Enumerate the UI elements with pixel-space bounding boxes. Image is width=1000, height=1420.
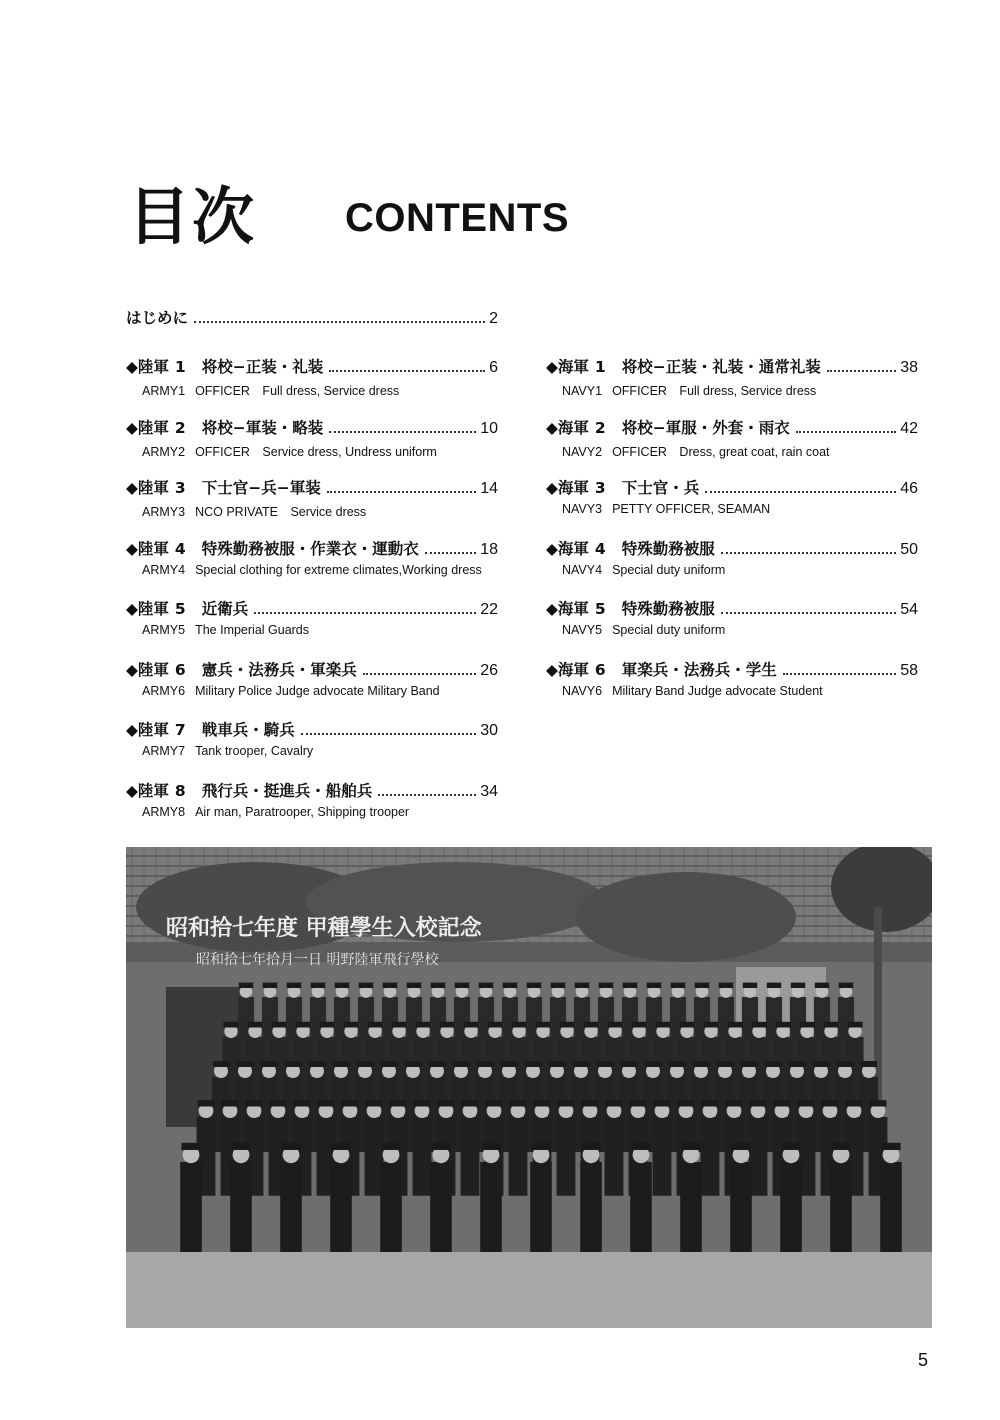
- toc-entry-subtitle: [126, 502, 498, 520]
- toc-entry-subtitle: [126, 563, 498, 577]
- photo-caption-text: 昭和拾七年拾月一日 明野陸軍飛行學校: [196, 952, 439, 968]
- toc-entry-subtitle: [546, 563, 918, 577]
- group-photo-illustration: [126, 847, 932, 1328]
- toc-entry-label: [126, 779, 372, 801]
- toc-entry-label: [546, 476, 699, 498]
- toc-branch-prefix: ◆陸軍: [126, 479, 169, 497]
- toc-entry-description: Special clothing for extreme climates,Working dress: [195, 562, 482, 577]
- toc-entry-subtitle: [126, 805, 498, 819]
- toc-entry-label: [126, 416, 323, 438]
- leader-dots: [378, 794, 476, 796]
- toc-branch-prefix: ◆陸軍: [126, 781, 169, 800]
- toc-entry-label: [126, 476, 321, 498]
- toc-entry-navy2[interactable]: [546, 416, 918, 460]
- toc-entry-description: NCO PRIVATE Service dress: [195, 505, 367, 519]
- toc-entry-code: NAVY1: [562, 384, 603, 398]
- toc-entry-title: 憲兵・法務兵・軍楽兵: [201, 660, 357, 679]
- toc-entry-army5[interactable]: [126, 597, 498, 637]
- toc-entry-number: 1: [174, 358, 186, 376]
- toc-entry-subtitle: [126, 381, 498, 399]
- leader-dots: [425, 552, 476, 554]
- toc-entry-title: 飛行兵・挺進兵・船舶兵: [201, 781, 373, 800]
- toc-page-number: 54: [900, 601, 918, 618]
- toc-entry-subtitle: [546, 502, 918, 516]
- toc-page-number: 30: [480, 722, 498, 739]
- toc-entry-description: OFFICER Full dress, Service dress: [612, 384, 817, 398]
- leader-dots: [194, 321, 485, 323]
- leader-dots: [327, 491, 477, 493]
- toc-entry-navy1[interactable]: [546, 355, 918, 399]
- toc-entry-number: 3: [594, 479, 606, 497]
- toc-entry-description: OFFICER Full dress, Service dress: [195, 384, 400, 398]
- toc-entry-subtitle: [546, 381, 918, 399]
- toc-entry-code: NAVY5: [562, 623, 603, 637]
- toc-entry-title: 戦車兵・騎兵: [201, 721, 295, 739]
- toc-entry-title: 特殊勤務被服・作業衣・運動衣: [201, 539, 419, 558]
- toc-entry-number: 5: [174, 600, 186, 618]
- leader-dots: [329, 370, 485, 372]
- toc-page-number: 6: [489, 359, 498, 376]
- toc-branch-prefix: ◆海軍: [546, 418, 589, 437]
- toc-intro-label: はじめに: [126, 309, 189, 327]
- toc-entry-label: [546, 658, 777, 680]
- toc-entry-label: [546, 537, 715, 559]
- toc-entry-subtitle: [126, 623, 498, 637]
- leader-dots: [827, 370, 896, 372]
- toc-entry-description: OFFICER Service dress, Undress uniform: [195, 444, 437, 459]
- toc-entry-subtitle: [126, 684, 498, 698]
- toc-entry-code: ARMY2: [142, 444, 186, 459]
- toc-entry-description: OFFICER Dress, great coat, rain coat: [612, 444, 830, 459]
- toc-entry-number: 6: [594, 660, 606, 679]
- toc-entry-title: 特殊勤務被服: [621, 539, 715, 558]
- toc-entry-army3[interactable]: [126, 476, 498, 520]
- toc-entry-navy3[interactable]: [546, 476, 918, 516]
- toc-entry-number: 6: [174, 660, 186, 679]
- toc-branch-prefix: ◆陸軍: [126, 358, 169, 376]
- leader-dots: [721, 612, 896, 614]
- toc-branch-prefix: ◆海軍: [546, 660, 589, 679]
- toc-page-number: 34: [480, 782, 498, 800]
- title-japanese: 目次: [128, 180, 257, 253]
- toc-entry-code: ARMY5: [142, 623, 186, 637]
- toc-entry-army4[interactable]: [126, 537, 498, 577]
- toc-entry-code: ARMY7: [142, 744, 186, 758]
- toc-entry-description: The Imperial Guards: [195, 623, 310, 637]
- toc-entry-navy4[interactable]: [546, 537, 918, 577]
- toc-entry-title: 特殊勤務被服: [621, 600, 715, 618]
- toc-entry-title: 将校−軍服・外套・雨衣: [621, 418, 790, 437]
- toc-entry-code: NAVY6: [562, 683, 603, 698]
- toc-entry-title: 将校−正装・礼装・通常礼装: [621, 358, 821, 376]
- leader-dots: [301, 733, 476, 735]
- toc-entry-number: 4: [594, 539, 606, 558]
- toc-branch-prefix: ◆陸軍: [126, 600, 169, 618]
- toc-branch-prefix: ◆海軍: [546, 600, 589, 618]
- toc-entry-code: NAVY3: [562, 502, 603, 516]
- toc-entry-label: [126, 355, 323, 377]
- toc-entry-subtitle: [546, 623, 918, 637]
- toc-entry-label: [546, 355, 821, 377]
- toc-entry-description: Tank trooper, Cavalry: [195, 744, 314, 758]
- leader-dots: [329, 431, 476, 433]
- toc-branch-prefix: ◆陸軍: [126, 721, 169, 739]
- leader-dots: [721, 552, 896, 554]
- leader-dots: [363, 673, 476, 675]
- toc-branch-prefix: ◆陸軍: [126, 539, 169, 558]
- toc-entry-subtitle: [126, 442, 498, 460]
- toc-branch-prefix: ◆海軍: [546, 358, 589, 376]
- leader-dots: [254, 612, 476, 614]
- toc-entry-label: [126, 718, 295, 740]
- toc-page-number: 46: [900, 480, 918, 497]
- toc-entry-army2[interactable]: [126, 416, 498, 460]
- toc-entry-subtitle: [546, 442, 918, 460]
- toc-entry-code: ARMY3: [142, 505, 186, 519]
- toc-entry-title: 軍楽兵・法務兵・学生: [621, 660, 777, 679]
- toc-entry-title: 下士官−兵−軍装: [201, 479, 321, 497]
- toc-entry-label: [546, 416, 790, 438]
- toc-page-number: 18: [480, 540, 498, 558]
- toc-entry-navy5[interactable]: [546, 597, 918, 637]
- toc-page-number: 26: [480, 661, 498, 679]
- toc-entry-number: 8: [174, 781, 186, 800]
- toc-page-number: 22: [480, 601, 498, 618]
- toc-entry-army8[interactable]: [126, 779, 498, 819]
- toc-entry-number: 2: [594, 418, 606, 437]
- toc-entry-number: 2: [174, 418, 186, 437]
- toc-entry-label: [126, 537, 419, 559]
- toc-page-number: 38: [900, 359, 918, 376]
- toc-entry-number: 3: [174, 479, 186, 497]
- toc-entry-title: 将校−軍装・略装: [201, 418, 324, 437]
- toc-entry-label: [126, 658, 357, 680]
- toc-entry-number: 4: [174, 539, 186, 558]
- photo-banner-text: 昭和拾七年度 甲種學生入校記念: [166, 916, 482, 941]
- leader-dots: [796, 431, 896, 433]
- toc-branch-prefix: ◆陸軍: [126, 660, 169, 679]
- toc-entry-number: 1: [594, 358, 606, 376]
- toc-entry-code: ARMY6: [142, 683, 186, 698]
- toc-entry-subtitle: [546, 684, 918, 698]
- toc-entry-number: 5: [594, 600, 606, 618]
- toc-entry-title: 近衛兵: [201, 600, 249, 618]
- toc-branch-prefix: ◆海軍: [546, 479, 589, 497]
- toc-entry-label: [546, 597, 715, 619]
- toc-entry-description: Air man, Paratrooper, Shipping trooper: [195, 804, 410, 819]
- toc-intro-entry[interactable]: [126, 306, 498, 328]
- toc-entry-description: Special duty uniform: [612, 562, 726, 577]
- toc-entry-code: ARMY4: [142, 562, 186, 577]
- toc-entry-code: NAVY2: [562, 444, 603, 459]
- page-number: 5: [918, 1350, 929, 1370]
- historical-group-photo: [126, 847, 932, 1328]
- toc-branch-prefix: ◆陸軍: [126, 418, 169, 437]
- toc-entry-description: Military Police Judge advocate Military Band: [195, 683, 440, 698]
- toc-entry-title: 将校−正装・礼装: [201, 358, 324, 376]
- toc-page-number: 42: [900, 419, 918, 437]
- toc-entry-army7[interactable]: [126, 718, 498, 758]
- toc-entry-navy6[interactable]: [546, 658, 918, 698]
- toc-page-number: 50: [900, 540, 918, 558]
- toc-entry-label: [126, 597, 248, 619]
- toc-entry-description: PETTY OFFICER, SEAMAN: [612, 502, 771, 516]
- toc-page-number: 58: [900, 661, 918, 679]
- toc-page-number: 2: [489, 310, 498, 327]
- toc-entry-title: 下士官・兵: [621, 479, 700, 497]
- toc-entry-number: 7: [174, 721, 186, 739]
- toc-entry-code: ARMY8: [142, 804, 186, 819]
- toc-entry-subtitle: [126, 744, 498, 758]
- toc-page-number: 10: [480, 419, 498, 437]
- toc-entry-code: NAVY4: [562, 562, 603, 577]
- leader-dots: [705, 491, 896, 493]
- toc-branch-prefix: ◆海軍: [546, 539, 589, 558]
- toc-entry-description: Military Band Judge advocate Student: [612, 683, 823, 698]
- toc-entry-army6[interactable]: [126, 658, 498, 698]
- title-english: CONTENTS: [345, 196, 569, 240]
- toc-entry-description: Special duty uniform: [612, 623, 726, 637]
- toc-entry-army1[interactable]: [126, 355, 498, 399]
- leader-dots: [783, 673, 896, 675]
- toc-entry-code: ARMY1: [142, 384, 186, 398]
- toc-page-number: 14: [480, 480, 498, 497]
